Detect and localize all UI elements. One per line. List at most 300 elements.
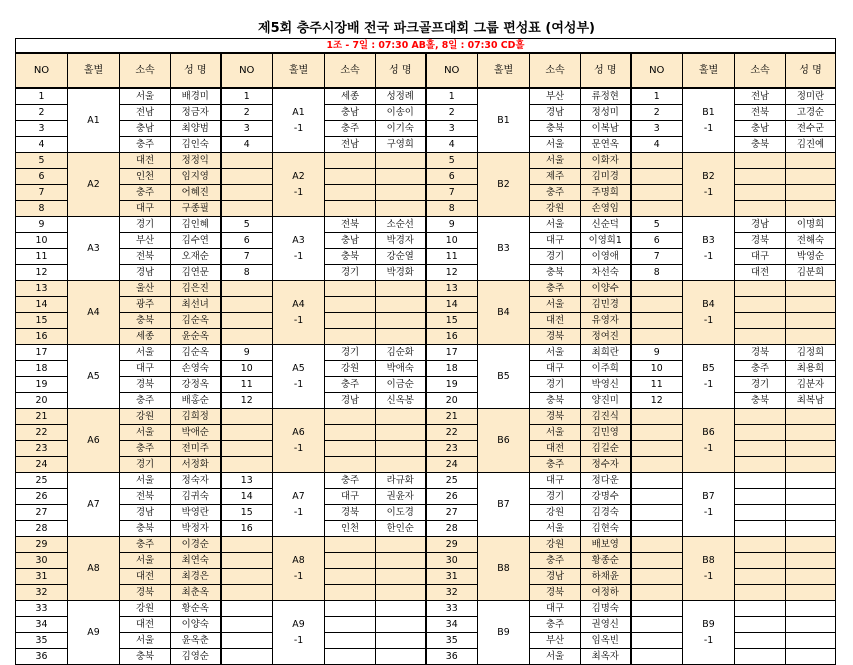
- player-name-cell: 어혜진: [171, 185, 221, 201]
- entry-number: 27: [16, 505, 68, 521]
- hole-label: A4: [87, 306, 100, 318]
- player-name-cell: 김진예: [786, 137, 836, 153]
- affiliation-cell: 서울: [530, 137, 581, 153]
- hole-group-cell: [478, 217, 530, 281]
- entry-number: [221, 649, 273, 665]
- affiliation-cell: 대전: [530, 313, 581, 329]
- affiliation-cell: [325, 649, 376, 665]
- entry-number: 12: [426, 265, 478, 281]
- hole-group-cell: [683, 88, 735, 153]
- hole-group-cell: [478, 537, 530, 601]
- affiliation-cell: 경남: [530, 569, 581, 585]
- affiliation-cell: 대전: [735, 265, 786, 281]
- player-name-cell: [786, 537, 836, 553]
- player-name-cell: 손영숙: [171, 361, 221, 377]
- affiliation-cell: 경기: [530, 249, 581, 265]
- hole-group-cell: [273, 601, 325, 665]
- player-name-cell: [786, 425, 836, 441]
- player-name-cell: [376, 153, 426, 169]
- player-name-cell: [786, 521, 836, 537]
- entry-number: 4: [631, 137, 683, 153]
- entry-number: 12: [221, 393, 273, 409]
- entry-number: [221, 313, 273, 329]
- entry-number: 3: [221, 121, 273, 137]
- hole-group-cell: [478, 409, 530, 473]
- affiliation-cell: 충남: [735, 121, 786, 137]
- hole-label: A1: [292, 106, 305, 118]
- hole-group-cell: [68, 601, 120, 665]
- player-name-cell: 최연숙: [171, 553, 221, 569]
- player-name-cell: 주명희: [581, 185, 631, 201]
- hole-label: B1: [702, 106, 715, 118]
- player-name-cell: 김분자: [786, 377, 836, 393]
- affiliation-cell: [325, 617, 376, 633]
- affiliation-cell: [325, 201, 376, 217]
- hole-group-cell: [683, 409, 735, 473]
- player-name-cell: 한인순: [376, 521, 426, 537]
- player-name-cell: 정미란: [786, 88, 836, 105]
- entry-number: 2: [631, 105, 683, 121]
- player-name-cell: 차선숙: [581, 265, 631, 281]
- player-name-cell: 이영애: [581, 249, 631, 265]
- entry-number: 15: [426, 313, 478, 329]
- hole-suffix: -1: [703, 314, 714, 326]
- hole-label: A3: [292, 234, 305, 246]
- hole-group-cell: [683, 601, 735, 665]
- header-row: [16, 53, 836, 88]
- affiliation-cell: [735, 441, 786, 457]
- player-name-cell: 임지영: [171, 169, 221, 185]
- hole-suffix: -1: [293, 506, 304, 518]
- entry-number: 10: [631, 361, 683, 377]
- hole-label: A8: [87, 562, 100, 574]
- player-name-cell: [376, 617, 426, 633]
- affiliation-cell: [325, 409, 376, 425]
- entry-number: [631, 505, 683, 521]
- player-name-cell: [786, 569, 836, 585]
- player-name-cell: [376, 601, 426, 617]
- affiliation-cell: 충주: [530, 617, 581, 633]
- entry-number: [221, 297, 273, 313]
- hole-group-cell: [68, 281, 120, 345]
- entry-number: 20: [426, 393, 478, 409]
- affiliation-cell: [735, 169, 786, 185]
- affiliation-cell: [735, 457, 786, 473]
- entry-number: 18: [426, 361, 478, 377]
- affiliation-cell: 전북: [325, 217, 376, 233]
- affiliation-cell: [735, 313, 786, 329]
- hole-group-cell: [683, 281, 735, 345]
- affiliation-cell: 충남: [120, 121, 171, 137]
- entry-number: 8: [631, 265, 683, 281]
- column-header: 소속: [735, 53, 786, 88]
- player-name-cell: 소순선: [376, 217, 426, 233]
- affiliation-cell: 충북: [120, 649, 171, 665]
- entry-number: [631, 281, 683, 297]
- entry-number: 15: [16, 313, 68, 329]
- affiliation-cell: 서울: [120, 345, 171, 361]
- affiliation-cell: [735, 281, 786, 297]
- entry-number: 3: [426, 121, 478, 137]
- hole-label: A4: [292, 298, 305, 310]
- affiliation-cell: 서울: [120, 633, 171, 649]
- player-name-cell: 최용희: [786, 361, 836, 377]
- affiliation-cell: 경북: [735, 345, 786, 361]
- affiliation-cell: 충북: [530, 393, 581, 409]
- entry-number: 6: [426, 169, 478, 185]
- entry-number: 2: [426, 105, 478, 121]
- hole-group-cell: [683, 537, 735, 601]
- table-row: [16, 473, 836, 489]
- player-name-cell: 강정옥: [171, 377, 221, 393]
- entry-number: 9: [16, 217, 68, 233]
- player-name-cell: [786, 649, 836, 665]
- affiliation-cell: [325, 537, 376, 553]
- player-name-cell: [786, 153, 836, 169]
- column-header: NO: [16, 53, 68, 88]
- player-name-cell: 신옥봉: [376, 393, 426, 409]
- entry-number: 28: [16, 521, 68, 537]
- column-header: 홀별: [273, 53, 325, 88]
- entry-number: 5: [426, 153, 478, 169]
- affiliation-cell: 대구: [530, 361, 581, 377]
- player-name-cell: [786, 329, 836, 345]
- entry-number: 30: [16, 553, 68, 569]
- entry-number: [631, 169, 683, 185]
- affiliation-cell: 경북: [530, 585, 581, 601]
- hole-label: B3: [702, 234, 715, 246]
- entry-number: 31: [16, 569, 68, 585]
- player-name-cell: 김순옥: [171, 345, 221, 361]
- affiliation-cell: 충주: [530, 457, 581, 473]
- affiliation-cell: [325, 297, 376, 313]
- hole-group-cell: [68, 153, 120, 217]
- affiliation-cell: 경북: [735, 233, 786, 249]
- player-name-cell: 배경미: [171, 88, 221, 105]
- entry-number: 26: [426, 489, 478, 505]
- affiliation-cell: 서울: [120, 473, 171, 489]
- entry-number: 5: [16, 153, 68, 169]
- entry-number: 10: [16, 233, 68, 249]
- player-name-cell: [376, 553, 426, 569]
- player-name-cell: 김귀숙: [171, 489, 221, 505]
- player-name-cell: [376, 569, 426, 585]
- entry-number: 14: [221, 489, 273, 505]
- hole-label: A9: [87, 626, 100, 638]
- hole-group-cell: [273, 153, 325, 217]
- entry-number: 19: [426, 377, 478, 393]
- entry-number: [631, 185, 683, 201]
- affiliation-cell: 경기: [325, 345, 376, 361]
- hole-label: A9: [292, 618, 305, 630]
- player-name-cell: 하채윤: [581, 569, 631, 585]
- player-name-cell: 최복남: [786, 393, 836, 409]
- player-name-cell: [786, 169, 836, 185]
- player-name-cell: [786, 505, 836, 521]
- hole-label: A1: [87, 114, 100, 126]
- player-name-cell: 김수연: [171, 233, 221, 249]
- player-name-cell: [786, 473, 836, 489]
- entry-number: [631, 441, 683, 457]
- player-name-cell: 김연문: [171, 265, 221, 281]
- hole-suffix: -1: [293, 250, 304, 262]
- affiliation-cell: 경기: [120, 217, 171, 233]
- entry-number: 35: [426, 633, 478, 649]
- column-header: NO: [221, 53, 273, 88]
- affiliation-cell: 충주: [735, 361, 786, 377]
- entry-number: 10: [426, 233, 478, 249]
- player-name-cell: 정성미: [581, 105, 631, 121]
- column-header: 소속: [530, 53, 581, 88]
- affiliation-cell: 대구: [735, 249, 786, 265]
- entry-number: [221, 633, 273, 649]
- player-name-cell: 유영자: [581, 313, 631, 329]
- player-name-cell: 전수군: [786, 121, 836, 137]
- player-name-cell: 김은진: [171, 281, 221, 297]
- entry-number: 30: [426, 553, 478, 569]
- grouping-table: [15, 38, 836, 665]
- entry-number: [221, 537, 273, 553]
- affiliation-cell: [735, 585, 786, 601]
- affiliation-cell: 충주: [120, 137, 171, 153]
- affiliation-cell: 부산: [120, 233, 171, 249]
- entry-number: 1: [221, 88, 273, 105]
- player-name-cell: 박영신: [581, 377, 631, 393]
- hole-label: A8: [292, 554, 305, 566]
- affiliation-cell: [735, 489, 786, 505]
- column-header: NO: [631, 53, 683, 88]
- player-name-cell: 이화자: [581, 153, 631, 169]
- affiliation-cell: 서울: [530, 425, 581, 441]
- entry-number: 31: [426, 569, 478, 585]
- affiliation-cell: [325, 329, 376, 345]
- entry-number: 23: [426, 441, 478, 457]
- hole-label: B7: [497, 498, 510, 510]
- affiliation-cell: [735, 521, 786, 537]
- affiliation-cell: 충주: [120, 537, 171, 553]
- hole-label: B6: [497, 434, 510, 446]
- hole-label: B3: [497, 242, 510, 254]
- hole-label: A7: [87, 498, 100, 510]
- entry-number: 35: [16, 633, 68, 649]
- player-name-cell: 배보영: [581, 537, 631, 553]
- hole-label: B6: [702, 426, 715, 438]
- player-name-cell: 문연옥: [581, 137, 631, 153]
- player-name-cell: 서정화: [171, 457, 221, 473]
- entry-number: [221, 569, 273, 585]
- subtitle-row: [16, 39, 836, 54]
- entry-number: 7: [426, 185, 478, 201]
- affiliation-cell: [325, 569, 376, 585]
- hole-label: B5: [702, 362, 715, 374]
- entry-number: 3: [631, 121, 683, 137]
- player-name-cell: [376, 185, 426, 201]
- affiliation-cell: 대전: [120, 617, 171, 633]
- entry-number: 1: [631, 88, 683, 105]
- entry-number: 5: [631, 217, 683, 233]
- schedule-subtitle: 1조 - 7일 : 07:30 AB홀, 8일 : 07:30 CD홀: [16, 39, 836, 54]
- hole-group-cell: [683, 473, 735, 537]
- player-name-cell: [376, 537, 426, 553]
- entry-number: 7: [631, 249, 683, 265]
- entry-number: 1: [426, 88, 478, 105]
- player-name-cell: 박경화: [376, 265, 426, 281]
- entry-number: [221, 281, 273, 297]
- player-name-cell: [786, 633, 836, 649]
- hole-group-cell: [68, 409, 120, 473]
- hole-suffix: -1: [703, 570, 714, 582]
- affiliation-cell: 대구: [530, 233, 581, 249]
- affiliation-cell: [325, 169, 376, 185]
- player-name-cell: 권윤자: [376, 489, 426, 505]
- entry-number: [631, 633, 683, 649]
- player-name-cell: 박영순: [786, 249, 836, 265]
- affiliation-cell: 대구: [120, 361, 171, 377]
- hole-label: B2: [702, 170, 715, 182]
- player-name-cell: [786, 617, 836, 633]
- player-name-cell: 전미주: [171, 441, 221, 457]
- player-name-cell: 김민경: [581, 297, 631, 313]
- hole-suffix: -1: [703, 378, 714, 390]
- entry-number: [221, 409, 273, 425]
- affiliation-cell: 전남: [325, 137, 376, 153]
- affiliation-cell: 충북: [120, 521, 171, 537]
- sheet-title: 제5회 충주시장배 전국 파크골프대회 그룹 편성표 (여성부): [258, 21, 595, 36]
- affiliation-cell: 충북: [530, 265, 581, 281]
- player-name-cell: 양진미: [581, 393, 631, 409]
- player-name-cell: [376, 425, 426, 441]
- entry-number: [631, 313, 683, 329]
- affiliation-cell: 인천: [120, 169, 171, 185]
- entry-number: 9: [221, 345, 273, 361]
- player-name-cell: 임옥빈: [581, 633, 631, 649]
- entry-number: 23: [16, 441, 68, 457]
- hole-suffix: -1: [703, 186, 714, 198]
- affiliation-cell: 세종: [325, 88, 376, 105]
- hole-suffix: -1: [703, 122, 714, 134]
- table-row: [16, 601, 836, 617]
- hole-label: B8: [497, 562, 510, 574]
- player-name-cell: [376, 585, 426, 601]
- affiliation-cell: 충북: [735, 393, 786, 409]
- affiliation-cell: 충주: [120, 185, 171, 201]
- entry-number: 8: [221, 265, 273, 281]
- hole-suffix: -1: [703, 442, 714, 454]
- affiliation-cell: 충주: [325, 121, 376, 137]
- hole-group-cell: [68, 88, 120, 153]
- affiliation-cell: 강원: [325, 361, 376, 377]
- entry-number: 11: [631, 377, 683, 393]
- affiliation-cell: 세종: [120, 329, 171, 345]
- player-name-cell: 황종순: [581, 553, 631, 569]
- player-name-cell: 김영순: [171, 649, 221, 665]
- hole-group-cell: [478, 601, 530, 665]
- player-name-cell: [786, 457, 836, 473]
- entry-number: [631, 457, 683, 473]
- affiliation-cell: 충주: [530, 281, 581, 297]
- affiliation-cell: 서울: [530, 649, 581, 665]
- player-name-cell: 정수자: [581, 457, 631, 473]
- affiliation-cell: [325, 441, 376, 457]
- affiliation-cell: 강원: [530, 505, 581, 521]
- entry-number: 18: [16, 361, 68, 377]
- entry-number: 26: [16, 489, 68, 505]
- entry-number: 7: [16, 185, 68, 201]
- entry-number: 16: [16, 329, 68, 345]
- hole-suffix: -1: [703, 250, 714, 262]
- affiliation-cell: 인천: [325, 521, 376, 537]
- affiliation-cell: [735, 185, 786, 201]
- entry-number: 4: [221, 137, 273, 153]
- hole-label: A3: [87, 242, 100, 254]
- affiliation-cell: 경남: [120, 265, 171, 281]
- entry-number: [221, 169, 273, 185]
- entry-number: 12: [631, 393, 683, 409]
- affiliation-cell: 경남: [120, 505, 171, 521]
- affiliation-cell: [325, 585, 376, 601]
- hole-label: A6: [87, 434, 100, 446]
- player-name-cell: 김순옥: [171, 313, 221, 329]
- entry-number: [221, 617, 273, 633]
- affiliation-cell: 경기: [530, 489, 581, 505]
- affiliation-cell: 서울: [530, 297, 581, 313]
- entry-number: 11: [426, 249, 478, 265]
- entry-number: 14: [16, 297, 68, 313]
- player-name-cell: [376, 409, 426, 425]
- hole-label: B1: [497, 114, 510, 126]
- player-name-cell: 김순화: [376, 345, 426, 361]
- entry-number: 13: [426, 281, 478, 297]
- player-name-cell: 구영희: [376, 137, 426, 153]
- player-name-cell: [786, 201, 836, 217]
- hole-label: A2: [87, 178, 100, 190]
- entry-number: 33: [426, 601, 478, 617]
- hole-suffix: -1: [293, 634, 304, 646]
- player-name-cell: 김정희: [786, 345, 836, 361]
- entry-number: [631, 425, 683, 441]
- hole-label: B5: [497, 370, 510, 382]
- affiliation-cell: 서울: [530, 217, 581, 233]
- player-name-cell: 박애숙: [376, 361, 426, 377]
- affiliation-cell: 충주: [530, 185, 581, 201]
- player-name-cell: 최선녀: [171, 297, 221, 313]
- entry-number: 36: [16, 649, 68, 665]
- entry-number: 34: [16, 617, 68, 633]
- entry-number: 19: [16, 377, 68, 393]
- hole-label: B4: [497, 306, 510, 318]
- affiliation-cell: 서울: [530, 521, 581, 537]
- entry-number: 20: [16, 393, 68, 409]
- affiliation-cell: 충남: [325, 233, 376, 249]
- player-name-cell: 김희정: [171, 409, 221, 425]
- player-name-cell: 최희란: [581, 345, 631, 361]
- hole-group-cell: [683, 345, 735, 409]
- player-name-cell: [376, 441, 426, 457]
- player-name-cell: 라규화: [376, 473, 426, 489]
- player-name-cell: 이주희: [581, 361, 631, 377]
- player-name-cell: [786, 489, 836, 505]
- affiliation-cell: 경기: [325, 265, 376, 281]
- hole-group-cell: [478, 345, 530, 409]
- affiliation-cell: 서울: [530, 153, 581, 169]
- player-name-cell: 김분희: [786, 265, 836, 281]
- hole-group-cell: [273, 217, 325, 281]
- affiliation-cell: 전북: [120, 489, 171, 505]
- hole-suffix: -1: [703, 634, 714, 646]
- player-name-cell: 김길순: [581, 441, 631, 457]
- table-row: [16, 153, 836, 169]
- affiliation-cell: 충북: [530, 121, 581, 137]
